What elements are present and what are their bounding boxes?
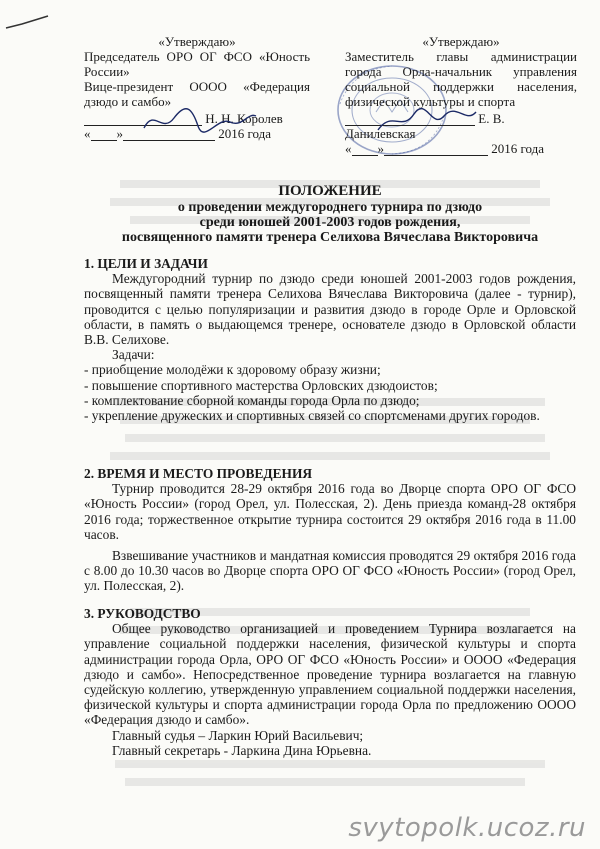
approval-date-row: [345, 141, 577, 156]
handwritten-signature-right: [372, 104, 482, 138]
section-heading: 1. ЦЕЛИ И ЗАДАЧИ: [84, 256, 208, 271]
approval-signer: Н. Н. Королев: [205, 111, 283, 126]
section-paragraph: Общее руководство организацией и проведением Турнира возлагается на управление социальной поддержки населения, физической культуры и спорта администрации города Орла, ОРО ОГ ФСО «Юность России» и ОООО «Федерация дзюдо и самбо». Непосредственное проведение турнира возлагается на главную судейскую коллегию, утвержденную управлением социальной поддержки населения, физической культуры и спорта администрации города Орла по предложению ОООО «Федерация дзюдо и самбо».: [84, 621, 576, 728]
list-item: - повышение спортивного мастерства Орловских дзюдоистов;: [84, 377, 438, 393]
chief-secretary: Главный секретарь - Ларкина Дина Юрьевна.: [112, 742, 372, 758]
document-subtitle-line-3: посвященного памяти тренера Селихова Вячеслава Викторовича: [121, 230, 539, 245]
section-time-place: [84, 466, 576, 594]
approval-position: Заместитель главы администрации города Орла-начальник управления социальной поддержки населения, физической культуры и спорта: [345, 49, 577, 109]
approval-date: 2016 года: [491, 141, 545, 156]
section-goals: [84, 256, 576, 423]
date-quote-open: «: [84, 126, 91, 141]
handwritten-signature-left: [140, 104, 260, 138]
date-day-line: [91, 126, 117, 141]
list-item: - комплектование сборной команды города Орла по дзюдо;: [84, 392, 420, 408]
list-item: - приобщение молодёжи к здоровому образу жизни;: [84, 362, 381, 378]
chief-judge: Главный судья – Ларкин Юрий Васильевич;: [112, 727, 364, 743]
document-subtitle-line-2: среди юношей 2001-2003 годов рождения,: [199, 215, 461, 230]
approval-signer: Е. В. Данилевская: [345, 111, 505, 141]
approval-heading: «Утверждаю»: [422, 34, 500, 49]
approval-heading: «Утверждаю»: [158, 34, 236, 49]
date-day-line: [352, 141, 378, 156]
document-subtitle-line-1: о проведении междугороднего турнира по дзюдо: [177, 200, 483, 215]
approval-date: 2016 года: [218, 126, 272, 141]
corner-scan-mark: [0, 0, 60, 40]
date-month-line: [384, 141, 488, 156]
date-quote-open: «: [345, 141, 352, 156]
section-heading: 2. ВРЕМЯ И МЕСТО ПРОВЕДЕНИЯ: [84, 466, 313, 481]
date-quote-close: »: [377, 141, 384, 156]
list-item: - укрепление дружеских и спортивных связей со спортсменами других городов.: [84, 408, 540, 424]
document-title: ПОЛОЖЕНИЕ: [278, 183, 382, 199]
section-paragraph: Турнир проводится 28-29 октября 2016 года во Дворце спорта ОРО ОГ ФСО «Юность России» (город Орел, ул. Полесская, 2). День приезда команд-28 октября 2016 года; торжественное открытие турнира состоится 29 октября 2016 года в 11.00 часов.: [84, 481, 576, 542]
approval-position: Председатель ОРО ОГ ФСО «Юность России»: [84, 49, 310, 79]
tasks-label: Задачи:: [112, 347, 155, 363]
section-management: [84, 606, 576, 758]
document-title-block: [84, 184, 576, 245]
section-paragraph: Взвешивание участников и мандатная комиссия проводятся 29 октября 2016 года с 8.00 до 10.30 часов во Дворце спорта ОРО ОГ ФСО «Юность России» (город Орел, ул. Полесская, 2).: [84, 548, 576, 594]
tasks-list: [84, 362, 576, 423]
section-paragraph: Междугородний турнир по дзюдо среди юношей 2001-2003 годов рождения, посвященный памяти тренера Селихова Вячеслава Викторовича (далее - турнир), проводится с целью популяризации и развития дзюдо в городе Орле и Орловской области, в память о выдающемся тренере, основателе дзюдо в Орловской области В.В. Селихове.: [84, 271, 576, 348]
site-watermark: svytopolk.ucoz.ru: [348, 813, 586, 843]
approval-position-2: Вице-президент ОООО «Федерация дзюдо и самбо»: [84, 79, 310, 109]
date-quote-close: »: [116, 126, 123, 141]
section-heading: 3. РУКОВОДСТВО: [84, 606, 201, 621]
